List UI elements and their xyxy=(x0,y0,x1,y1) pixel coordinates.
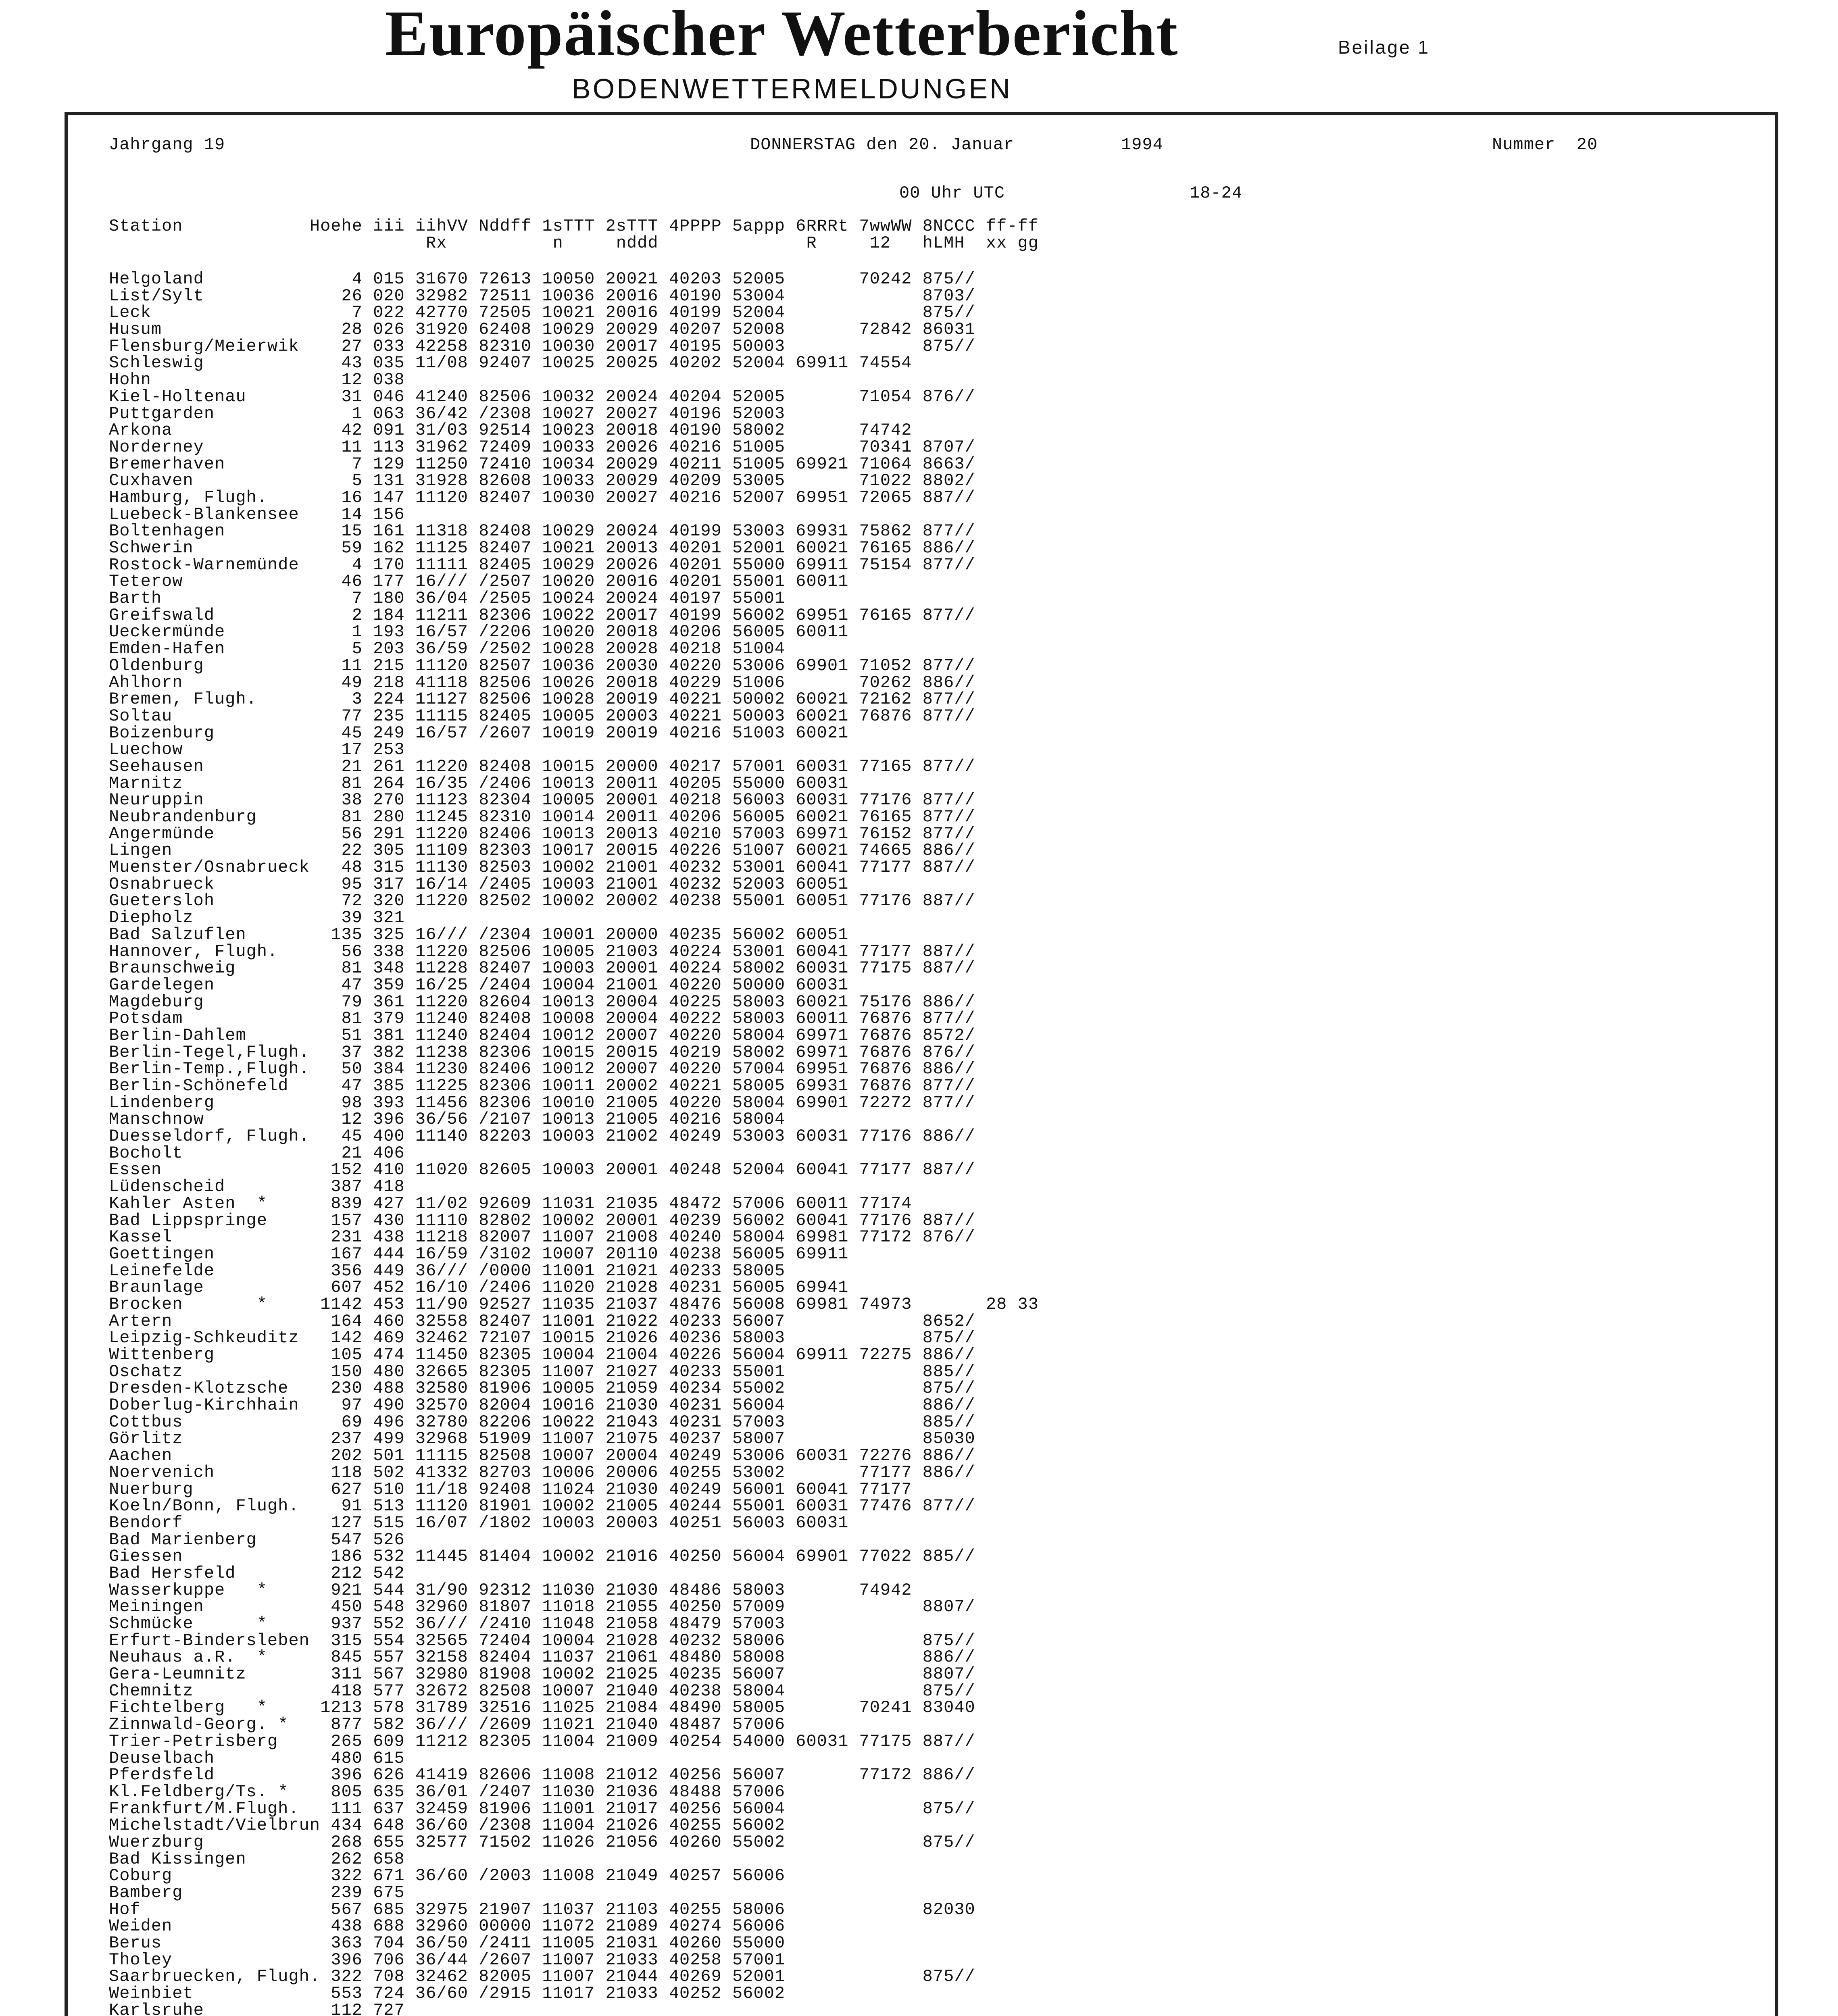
station-row: Kahler Asten * 839 427 11/02 92609 11031 21035 48472 57006 60011 77174 xyxy=(109,1193,912,1213)
supplement-label: Beilage 1 xyxy=(1338,37,1430,58)
station-row: Bocholt 21 406 xyxy=(109,1143,405,1163)
station-row: Cottbus 69 496 32780 82206 10022 21043 40231 57003 885// xyxy=(109,1412,975,1432)
station-row: Neubrandenburg 81 280 11245 82310 10014 20011 40206 56005 60021 76165 877// xyxy=(109,807,975,827)
station-row: Aachen 202 501 11115 82508 10007 20004 40249 53006 60031 72276 886// xyxy=(109,1446,975,1466)
station-row: Flensburg/Meierwik 27 033 42258 82310 10030 20017 40195 50003 875// xyxy=(109,336,975,356)
station-row: Oldenburg 11 215 11120 82507 10036 20030 40220 53006 69901 71052 877// xyxy=(109,656,975,675)
station-row: Brocken * 1142 453 11/90 92527 11035 21037 48476 56008 69981 74973 28 33 xyxy=(109,1294,1039,1314)
station-row: Lüdenscheid 387 418 xyxy=(109,1177,405,1197)
station-row: Karlsruhe 112 727 xyxy=(109,2000,405,2016)
station-row: Hohn 12 038 xyxy=(109,370,405,390)
station-row: Diepholz 39 321 xyxy=(109,908,405,928)
station-row: Luechow 17 253 xyxy=(109,740,405,760)
station-row: Kassel 231 438 11218 82007 11007 21008 40240 58004 69981 77172 876// xyxy=(109,1227,975,1247)
station-row: Schleswig 43 035 11/08 92407 10025 20025 40202 52004 69911 74554 xyxy=(109,353,912,373)
station-row: Giessen 186 532 11445 81404 10002 21016 40250 56004 69901 77022 885// xyxy=(109,1547,975,1566)
station-row: Berus 363 704 36/50 /2411 11005 21031 40260 55000 xyxy=(109,1933,786,1953)
station-row: Ueckermünde 1 193 16/57 /2206 10020 20018 40206 56005 60011 xyxy=(109,622,849,642)
time-range: 18-24 xyxy=(1190,183,1243,203)
station-row: Dresden-Klotzsche 230 488 32580 81906 10005 21059 40234 55002 875// xyxy=(109,1379,975,1398)
station-row: Erfurt-Bindersleben 315 554 32565 72404 10004 21028 40232 58006 875// xyxy=(109,1631,975,1650)
station-row: Osnabrueck 95 317 16/14 /2405 10003 21001 40232 52003 60051 xyxy=(109,874,849,894)
station-row: Emden-Hafen 5 203 36/59 /2502 10028 20028 40218 51004 xyxy=(109,639,786,659)
station-row: Berlin-Dahlem 51 381 11240 82404 10012 20007 40220 58004 69971 76876 8572/ xyxy=(109,1025,975,1045)
station-row: Lindenberg 98 393 11456 82306 10010 21005 40220 58004 69901 72272 877// xyxy=(109,1093,975,1112)
station-row: Boizenburg 45 249 16/57 /2607 10019 20019 40216 51003 60021 xyxy=(109,723,849,743)
station-row: Pferdsfeld 396 626 41419 82606 11008 21012 40256 56007 77172 886// xyxy=(109,1765,975,1785)
year-label: Jahrgang 19 xyxy=(109,135,225,154)
station-row: Berlin-Temp.,Flugh. 50 384 11230 82406 10012 20007 40220 57004 69951 76876 886// xyxy=(109,1059,975,1079)
station-row: Bendorf 127 515 16/07 /1802 10003 20003 40251 56003 60031 xyxy=(109,1513,849,1533)
station-row: Leinefelde 356 449 36/// /0000 11001 21021 40233 58005 xyxy=(109,1261,786,1281)
station-row: Muenster/Osnabrueck 48 315 11130 82503 10002 21001 40232 53001 60041 77177 887// xyxy=(109,858,975,877)
station-row: Lingen 22 305 11109 82303 10017 20015 40226 51007 60021 74665 886// xyxy=(109,841,975,860)
station-row: Hannover, Flugh. 56 338 11220 82506 10005 21003 40224 53001 60041 77177 887// xyxy=(109,941,975,961)
station-row: Magdeburg 79 361 11220 82604 10013 20004 40225 58003 60021 75176 886// xyxy=(109,992,975,1012)
station-row: Luebeck-Blankensee 14 156 xyxy=(109,504,405,524)
station-row: Schmücke * 937 552 36/// /2410 11048 21058 48479 57003 xyxy=(109,1614,786,1633)
station-row: Norderney 11 113 31962 72409 10033 20026 40216 51005 70341 8707/ xyxy=(109,437,975,457)
station-row: Seehausen 21 261 11220 82408 10015 20000 40217 57001 60031 77165 877// xyxy=(109,756,975,776)
station-row: Schwerin 59 162 11125 82407 10021 20013 40201 52001 60021 76165 886// xyxy=(109,538,975,558)
station-row: Bad Salzuflen 135 325 16/// /2304 10001 20000 40235 56002 60051 xyxy=(109,925,849,944)
station-row: Trier-Petrisberg 265 609 11212 82305 11004 21009 40254 54000 60031 77175 887// xyxy=(109,1731,975,1751)
station-row: Doberlug-Kirchhain 97 490 32570 82004 10016 21030 40231 56004 886// xyxy=(109,1395,975,1415)
station-row: Bremerhaven 7 129 11250 72410 10034 20029 40211 51005 69921 71064 8663/ xyxy=(109,454,975,474)
station-row: Guetersloh 72 320 11220 82502 10002 20002 40238 55001 60051 77176 887// xyxy=(109,891,975,911)
station-row: Braunschweig 81 348 11228 82407 10003 20001 40224 58002 60031 77175 887// xyxy=(109,958,975,978)
station-row: Cuxhaven 5 131 31928 82608 10033 20029 40209 53005 71022 8802/ xyxy=(109,471,975,491)
station-row: Bamberg 239 675 xyxy=(109,1883,405,1902)
station-row: Zinnwald-Georg. * 877 582 36/// /2609 11021 21040 48487 57006 xyxy=(109,1715,786,1735)
station-row: Leck 7 022 42770 72505 10021 20016 40199 52004 875// xyxy=(109,303,975,323)
station-row: Potsdam 81 379 11240 82408 10008 20004 40222 58003 60011 76876 877// xyxy=(109,1009,975,1029)
station-row: Kiel-Holtenau 31 046 41240 82506 10032 20024 40204 52005 71054 876// xyxy=(109,387,975,406)
station-row: Bad Kissingen 262 658 xyxy=(109,1849,405,1869)
station-row: Nuerburg 627 510 11/18 92408 11024 21030 40249 56001 60041 77177 xyxy=(109,1479,912,1499)
station-row: Artern 164 460 32558 82407 11001 21022 40233 56007 8652/ xyxy=(109,1311,975,1331)
station-table xyxy=(109,271,1039,2016)
station-row: Barth 7 180 36/04 /2505 10024 20024 40197 55001 xyxy=(109,589,786,608)
station-row: Bad Marienberg 547 526 xyxy=(109,1530,405,1549)
report-subtitle: BODENWETTERMELDUNGEN xyxy=(572,73,1012,104)
station-row: Essen 152 410 11020 82605 10003 20001 40248 52004 60041 77177 887// xyxy=(109,1160,975,1180)
station-row: Wasserkuppe * 921 544 31/90 92312 11030 21030 48486 58003 74942 xyxy=(109,1580,912,1600)
station-row: Soltau 77 235 11115 82405 10005 20003 40221 50003 60021 76876 877// xyxy=(109,706,975,726)
station-row: Chemnitz 418 577 32672 82508 10007 21040 40238 58004 875// xyxy=(109,1681,975,1701)
station-row: Koeln/Bonn, Flugh. 91 513 11120 81901 10002 21005 40244 55001 60031 77476 877// xyxy=(109,1496,975,1516)
station-row: Oschatz 150 480 32665 82305 11007 21027 40233 55001 885// xyxy=(109,1362,975,1381)
station-row: Ahlhorn 49 218 41118 82506 10026 20018 40229 51006 70262 886// xyxy=(109,673,975,692)
station-row: Gera-Leumnitz 311 567 32980 81908 10002 21025 40235 56007 8807/ xyxy=(109,1664,975,1684)
station-row: Frankfurt/M.Flugh. 111 637 32459 81906 11001 21017 40256 56004 875// xyxy=(109,1799,975,1818)
station-row: Husum 28 026 31920 62408 10029 20029 40207 52008 72842 86031 xyxy=(109,320,975,339)
station-row: Boltenhagen 15 161 11318 82408 10029 20024 40199 53003 69931 75862 877// xyxy=(109,521,975,541)
report-title: Europäischer Wetterbericht xyxy=(385,0,1179,69)
station-row: Wuerzburg 268 655 32577 71502 11026 21056 40260 55002 875// xyxy=(109,1832,975,1852)
station-row: Helgoland 4 015 31670 72613 10050 20021 40203 52005 70242 875// xyxy=(109,269,975,289)
station-row: Marnitz 81 264 16/35 /2406 10013 20011 40205 55000 60031 xyxy=(109,773,849,793)
station-row: Berlin-Tegel,Flugh. 37 382 11238 82306 10015 20015 40219 58002 69971 76876 876// xyxy=(109,1042,975,1062)
station-row: Berlin-Schönefeld 47 385 11225 82306 10011 20002 40221 58005 69931 76876 877// xyxy=(109,1076,975,1095)
station-row: Görlitz 237 499 32968 51909 11007 21075 40237 58007 85030 xyxy=(109,1429,975,1449)
observation-time: 00 Uhr UTC xyxy=(899,183,1005,203)
station-row: Goettingen 167 444 16/59 /3102 10007 20110 40238 56005 69911 xyxy=(109,1244,849,1264)
year-value: 1994 xyxy=(1121,135,1163,154)
station-row: Teterow 46 177 16/// /2507 10020 20016 40201 55001 60011 xyxy=(109,572,849,591)
station-row: Greifswald 2 184 11211 82306 10022 20017 40199 56002 69951 76165 877// xyxy=(109,605,975,625)
station-row: Duesseldorf, Flugh. 45 400 11140 82203 10003 21002 40249 53003 60031 77176 886// xyxy=(109,1127,975,1146)
station-row: Puttgarden 1 063 36/42 /2308 10027 20027 40196 52003 xyxy=(109,404,786,423)
station-row: Bad Lippspringe 157 430 11110 82802 10002 20001 40239 56002 60041 77176 887// xyxy=(109,1210,975,1230)
station-row: Hof 567 685 32975 21907 11037 21103 40255 58006 82030 xyxy=(109,1899,975,1919)
station-row: Bremen, Flugh. 3 224 11127 82506 10028 20019 40221 50002 60021 72162 877// xyxy=(109,689,975,709)
station-row: Leipzig-Schkeuditz 142 469 32462 72107 10015 21026 40236 58003 875// xyxy=(109,1328,975,1348)
station-row: Weiden 438 688 32960 00000 11072 21089 40274 56006 xyxy=(109,1916,786,1936)
station-row: Kl.Feldberg/Ts. * 805 635 36/01 /2407 11030 21036 48488 57006 xyxy=(109,1782,786,1801)
issue-number: Nummer 20 xyxy=(1492,135,1598,154)
station-row: Tholey 396 706 36/44 /2607 11007 21033 40258 57001 xyxy=(109,1950,786,1970)
station-row: Manschnow 12 396 36/56 /2107 10013 21005 40216 58004 xyxy=(109,1110,786,1129)
station-row: Weinbiet 553 724 36/60 /2915 11017 21033 40252 56002 xyxy=(109,1984,786,2004)
station-row: Rostock-Warnemünde 4 170 11111 82405 10029 20026 40201 55000 69911 75154 877// xyxy=(109,555,975,575)
station-row: Michelstadt/Vielbrun 434 648 36/60 /2308 11004 21026 40255 56002 xyxy=(109,1816,786,1835)
station-row: Braunlage 607 452 16/10 /2406 11020 21028 40231 56005 69941 xyxy=(109,1278,849,1297)
station-row: Fichtelberg * 1213 578 31789 32516 11025 21084 48490 58005 70241 83040 xyxy=(109,1698,975,1718)
station-row: Hamburg, Flugh. 16 147 11120 82407 10030 20027 40216 52007 69951 72065 887// xyxy=(109,487,975,507)
station-row: Saarbruecken, Flugh. 322 708 32462 82005 11007 21044 40269 52001 875// xyxy=(109,1967,975,1987)
station-row: Meiningen 450 548 32960 81807 11018 21055 40250 57009 8807/ xyxy=(109,1597,975,1617)
station-row: Noervenich 118 502 41332 82703 10006 20006 40255 53002 77177 886// xyxy=(109,1462,975,1482)
station-row: Neuruppin 38 270 11123 82304 10005 20001 40218 56003 60031 77176 877// xyxy=(109,790,975,810)
station-row: Angermünde 56 291 11220 82406 10013 20013 40210 57003 69971 76152 877// xyxy=(109,824,975,843)
station-row: Bad Hersfeld 212 542 xyxy=(109,1563,405,1583)
station-row: List/Sylt 26 020 32982 72511 10036 20016 40190 53004 8703/ xyxy=(109,286,975,306)
station-row: Deuselbach 480 615 xyxy=(109,1748,405,1768)
station-row: Gardelegen 47 359 16/25 /2404 10004 21001 40220 50000 60031 xyxy=(109,975,849,995)
date-label: DONNERSTAG den 20. Januar xyxy=(750,135,1015,154)
station-row: Neuhaus a.R. * 845 557 32158 82404 11037 21061 48480 58008 886// xyxy=(109,1647,975,1667)
table-header-line-2: Rx n nddd R 12 hLMH xx gg xyxy=(109,233,1039,253)
station-row: Arkona 42 091 31/03 92514 10023 20018 40190 58002 74742 xyxy=(109,421,912,440)
station-row: Wittenberg 105 474 11450 82305 10004 21004 40226 56004 69911 72275 886// xyxy=(109,1345,975,1364)
table-header-line-1: Station Hoehe iii iihVV Nddff 1sTTT 2sTTT 4PPPP 5appp 6RRRt 7wwWW 8NCCC ff-ff xyxy=(109,217,1039,236)
station-row: Coburg 322 671 36/60 /2003 11008 21049 40257 56006 xyxy=(109,1866,786,1886)
